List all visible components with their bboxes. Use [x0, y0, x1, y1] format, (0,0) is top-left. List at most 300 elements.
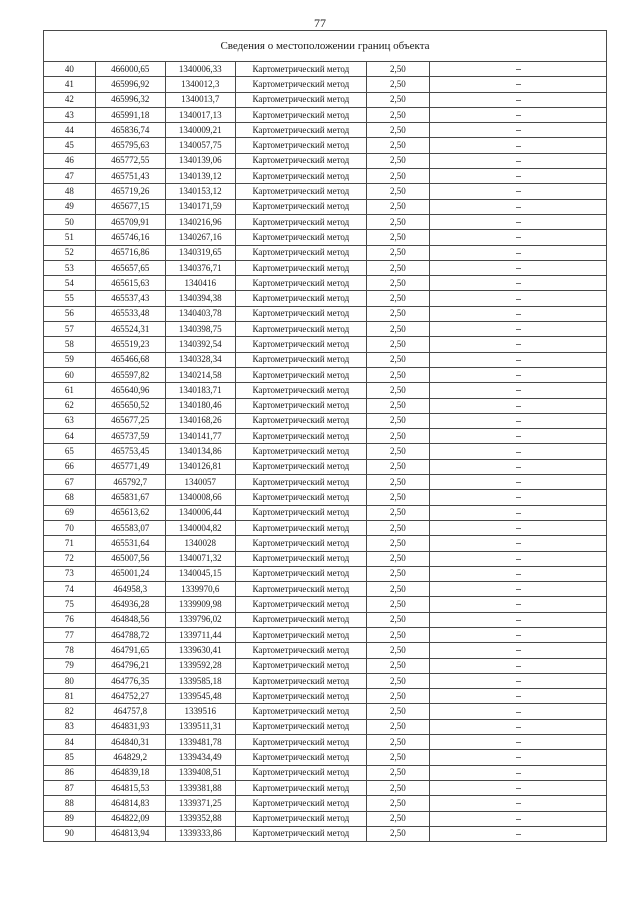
y-coordinate-cell: 1340139,06	[165, 153, 235, 168]
y-coordinate-cell: 1339630,41	[165, 643, 235, 658]
point-number-cell: 43	[44, 107, 96, 122]
table-row	[44, 689, 607, 704]
method-cell: Картометрический метод	[235, 612, 366, 627]
blank-dash	[516, 742, 521, 743]
accuracy-cell: 2,50	[366, 398, 429, 413]
accuracy-cell: 2,50	[366, 704, 429, 719]
method-cell: Картометрический метод	[235, 62, 366, 77]
empty-description-cell	[430, 536, 607, 551]
blank-dash	[516, 803, 521, 804]
accuracy-cell: 2,50	[366, 62, 429, 77]
blank-dash	[516, 176, 521, 177]
y-coordinate-cell: 1340398,75	[165, 322, 235, 337]
point-number-cell: 46	[44, 153, 96, 168]
blank-dash	[516, 543, 521, 544]
y-coordinate-cell: 1339511,31	[165, 719, 235, 734]
method-cell: Картометрический метод	[235, 322, 366, 337]
blank-dash	[516, 115, 521, 116]
y-coordinate-cell: 1340153,12	[165, 184, 235, 199]
empty-description-cell	[430, 214, 607, 229]
method-cell: Картометрический метод	[235, 490, 366, 505]
empty-description-cell	[430, 429, 607, 444]
x-coordinate-cell: 464936,28	[95, 597, 165, 612]
method-cell: Картометрический метод	[235, 826, 366, 841]
table-row	[44, 398, 607, 413]
empty-description-cell	[430, 230, 607, 245]
table-row	[44, 826, 607, 841]
table-row	[44, 796, 607, 811]
x-coordinate-cell: 465007,56	[95, 551, 165, 566]
x-coordinate-cell: 465746,16	[95, 230, 165, 245]
page-number: 77	[314, 16, 326, 30]
point-number-cell: 52	[44, 245, 96, 260]
table-row	[44, 735, 607, 750]
method-cell: Картометрический метод	[235, 383, 366, 398]
x-coordinate-cell: 466000,65	[95, 62, 165, 77]
point-number-cell: 61	[44, 383, 96, 398]
accuracy-cell: 2,50	[366, 352, 429, 367]
blank-dash	[516, 253, 521, 254]
accuracy-cell: 2,50	[366, 536, 429, 551]
x-coordinate-cell: 465650,52	[95, 398, 165, 413]
point-number-cell: 75	[44, 597, 96, 612]
empty-description-cell	[430, 398, 607, 413]
point-number-cell: 69	[44, 505, 96, 520]
method-cell: Картометрический метод	[235, 153, 366, 168]
blank-dash	[516, 574, 521, 575]
point-number-cell: 89	[44, 811, 96, 826]
accuracy-cell: 2,50	[366, 184, 429, 199]
x-coordinate-cell: 465677,25	[95, 413, 165, 428]
accuracy-cell: 2,50	[366, 138, 429, 153]
table-row	[44, 780, 607, 795]
empty-description-cell	[430, 138, 607, 153]
empty-description-cell	[430, 735, 607, 750]
table-row	[44, 322, 607, 337]
method-cell: Картометрический метод	[235, 291, 366, 306]
method-cell: Картометрический метод	[235, 138, 366, 153]
y-coordinate-cell: 1340267,16	[165, 230, 235, 245]
blank-dash	[516, 819, 521, 820]
point-number-cell: 71	[44, 536, 96, 551]
blank-dash	[516, 712, 521, 713]
empty-description-cell	[430, 719, 607, 734]
y-coordinate-cell: 1339381,88	[165, 780, 235, 795]
y-coordinate-cell: 1339585,18	[165, 673, 235, 688]
point-number-cell: 64	[44, 429, 96, 444]
method-cell: Картометрический метод	[235, 123, 366, 138]
table-row	[44, 551, 607, 566]
y-coordinate-cell: 1340134,86	[165, 444, 235, 459]
y-coordinate-cell: 1339711,44	[165, 627, 235, 642]
blank-dash	[516, 604, 521, 605]
x-coordinate-cell: 465533,48	[95, 306, 165, 321]
method-cell: Картометрический метод	[235, 673, 366, 688]
method-cell: Картометрический метод	[235, 643, 366, 658]
accuracy-cell: 2,50	[366, 612, 429, 627]
x-coordinate-cell: 465716,86	[95, 245, 165, 260]
accuracy-cell: 2,50	[366, 658, 429, 673]
method-cell: Картометрический метод	[235, 398, 366, 413]
accuracy-cell: 2,50	[366, 811, 429, 826]
point-number-cell: 62	[44, 398, 96, 413]
x-coordinate-cell: 464788,72	[95, 627, 165, 642]
empty-description-cell	[430, 123, 607, 138]
point-number-cell: 48	[44, 184, 96, 199]
y-coordinate-cell: 1339516	[165, 704, 235, 719]
x-coordinate-cell: 465831,67	[95, 490, 165, 505]
y-coordinate-cell: 1339434,49	[165, 750, 235, 765]
x-coordinate-cell: 465771,49	[95, 459, 165, 474]
accuracy-cell: 2,50	[366, 475, 429, 490]
x-coordinate-cell: 465466,68	[95, 352, 165, 367]
accuracy-cell: 2,50	[366, 107, 429, 122]
blank-dash	[516, 329, 521, 330]
method-cell: Картометрический метод	[235, 475, 366, 490]
method-cell: Картометрический метод	[235, 536, 366, 551]
point-number-cell: 78	[44, 643, 96, 658]
accuracy-cell: 2,50	[366, 77, 429, 92]
y-coordinate-cell: 1340008,66	[165, 490, 235, 505]
empty-description-cell	[430, 490, 607, 505]
table-row	[44, 765, 607, 780]
point-number-cell: 66	[44, 459, 96, 474]
blank-dash	[516, 130, 521, 131]
method-cell: Картометрический метод	[235, 597, 366, 612]
point-number-cell: 65	[44, 444, 96, 459]
table-row	[44, 612, 607, 627]
point-number-cell: 83	[44, 719, 96, 734]
empty-description-cell	[430, 643, 607, 658]
accuracy-cell: 2,50	[366, 169, 429, 184]
y-coordinate-cell: 1340012,3	[165, 77, 235, 92]
y-coordinate-cell: 1340328,34	[165, 352, 235, 367]
blank-dash	[516, 773, 521, 774]
accuracy-cell: 2,50	[366, 291, 429, 306]
accuracy-cell: 2,50	[366, 444, 429, 459]
x-coordinate-cell: 465996,92	[95, 77, 165, 92]
point-number-cell: 49	[44, 199, 96, 214]
method-cell: Картометрический метод	[235, 520, 366, 535]
accuracy-cell: 2,50	[366, 826, 429, 841]
table-row	[44, 520, 607, 535]
method-cell: Картометрический метод	[235, 429, 366, 444]
x-coordinate-cell: 465531,64	[95, 536, 165, 551]
blank-dash	[516, 620, 521, 621]
empty-description-cell	[430, 153, 607, 168]
y-coordinate-cell: 1340141,77	[165, 429, 235, 444]
y-coordinate-cell: 1340004,82	[165, 520, 235, 535]
point-number-cell: 58	[44, 337, 96, 352]
table-row	[44, 138, 607, 153]
blank-dash	[516, 191, 521, 192]
y-coordinate-cell: 1339371,25	[165, 796, 235, 811]
y-coordinate-cell: 1340045,15	[165, 566, 235, 581]
table-row	[44, 245, 607, 260]
blank-dash	[516, 834, 521, 835]
empty-description-cell	[430, 260, 607, 275]
blank-dash	[516, 406, 521, 407]
table-row	[44, 673, 607, 688]
table-body	[44, 62, 607, 842]
method-cell: Картометрический метод	[235, 169, 366, 184]
point-number-cell: 90	[44, 826, 96, 841]
accuracy-cell: 2,50	[366, 429, 429, 444]
accuracy-cell: 2,50	[366, 719, 429, 734]
table-row	[44, 429, 607, 444]
x-coordinate-cell: 465991,18	[95, 107, 165, 122]
x-coordinate-cell: 465753,45	[95, 444, 165, 459]
blank-dash	[516, 161, 521, 162]
method-cell: Картометрический метод	[235, 337, 366, 352]
blank-dash	[516, 84, 521, 85]
blank-dash	[516, 666, 521, 667]
table-row	[44, 704, 607, 719]
table-row	[44, 505, 607, 520]
blank-dash	[516, 283, 521, 284]
empty-description-cell	[430, 413, 607, 428]
y-coordinate-cell: 1340319,65	[165, 245, 235, 260]
point-number-cell: 50	[44, 214, 96, 229]
accuracy-cell: 2,50	[366, 459, 429, 474]
empty-description-cell	[430, 475, 607, 490]
point-number-cell: 63	[44, 413, 96, 428]
table-row	[44, 169, 607, 184]
accuracy-cell: 2,50	[366, 123, 429, 138]
method-cell: Картометрический метод	[235, 689, 366, 704]
table-row	[44, 230, 607, 245]
table-row	[44, 658, 607, 673]
x-coordinate-cell: 465719,26	[95, 184, 165, 199]
point-number-cell: 55	[44, 291, 96, 306]
blank-dash	[516, 482, 521, 483]
accuracy-cell: 2,50	[366, 796, 429, 811]
point-number-cell: 82	[44, 704, 96, 719]
table-row	[44, 276, 607, 291]
x-coordinate-cell: 464958,3	[95, 582, 165, 597]
empty-description-cell	[430, 245, 607, 260]
x-coordinate-cell: 464752,27	[95, 689, 165, 704]
blank-dash	[516, 100, 521, 101]
point-number-cell: 57	[44, 322, 96, 337]
x-coordinate-cell: 465615,63	[95, 276, 165, 291]
method-cell: Картометрический метод	[235, 352, 366, 367]
accuracy-cell: 2,50	[366, 230, 429, 245]
accuracy-cell: 2,50	[366, 306, 429, 321]
table-row	[44, 184, 607, 199]
x-coordinate-cell: 465583,07	[95, 520, 165, 535]
method-cell: Картометрический метод	[235, 245, 366, 260]
method-cell: Картометрический метод	[235, 582, 366, 597]
point-number-cell: 45	[44, 138, 96, 153]
empty-description-cell	[430, 627, 607, 642]
empty-description-cell	[430, 383, 607, 398]
empty-description-cell	[430, 459, 607, 474]
point-number-cell: 73	[44, 566, 96, 581]
method-cell: Картометрический метод	[235, 276, 366, 291]
method-cell: Картометрический метод	[235, 230, 366, 245]
blank-dash	[516, 635, 521, 636]
table-row	[44, 199, 607, 214]
x-coordinate-cell: 465996,32	[95, 92, 165, 107]
accuracy-cell: 2,50	[366, 765, 429, 780]
method-cell: Картометрический метод	[235, 77, 366, 92]
point-number-cell: 40	[44, 62, 96, 77]
point-number-cell: 87	[44, 780, 96, 795]
accuracy-cell: 2,50	[366, 153, 429, 168]
accuracy-cell: 2,50	[366, 245, 429, 260]
blank-dash	[516, 681, 521, 682]
accuracy-cell: 2,50	[366, 214, 429, 229]
y-coordinate-cell: 1339352,88	[165, 811, 235, 826]
method-cell: Картометрический метод	[235, 551, 366, 566]
accuracy-cell: 2,50	[366, 627, 429, 642]
empty-description-cell	[430, 337, 607, 352]
table-row	[44, 444, 607, 459]
blank-dash	[516, 421, 521, 422]
point-number-cell: 60	[44, 367, 96, 382]
table-row	[44, 383, 607, 398]
x-coordinate-cell: 465537,43	[95, 291, 165, 306]
blank-dash	[516, 360, 521, 361]
accuracy-cell: 2,50	[366, 566, 429, 581]
table-row	[44, 77, 607, 92]
y-coordinate-cell: 1340017,13	[165, 107, 235, 122]
empty-description-cell	[430, 505, 607, 520]
point-number-cell: 74	[44, 582, 96, 597]
blank-dash	[516, 268, 521, 269]
accuracy-cell: 2,50	[366, 750, 429, 765]
accuracy-cell: 2,50	[366, 505, 429, 520]
method-cell: Картометрический метод	[235, 719, 366, 734]
method-cell: Картометрический метод	[235, 627, 366, 642]
y-coordinate-cell: 1340168,26	[165, 413, 235, 428]
table-row	[44, 153, 607, 168]
point-number-cell: 44	[44, 123, 96, 138]
accuracy-cell: 2,50	[366, 92, 429, 107]
y-coordinate-cell: 1339408,51	[165, 765, 235, 780]
blank-dash	[516, 513, 521, 514]
table-row	[44, 260, 607, 275]
x-coordinate-cell: 464796,21	[95, 658, 165, 673]
table-row	[44, 413, 607, 428]
point-number-cell: 88	[44, 796, 96, 811]
point-number-cell: 76	[44, 612, 96, 627]
y-coordinate-cell: 1340126,81	[165, 459, 235, 474]
empty-description-cell	[430, 750, 607, 765]
y-coordinate-cell: 1340028	[165, 536, 235, 551]
accuracy-cell: 2,50	[366, 260, 429, 275]
point-number-cell: 80	[44, 673, 96, 688]
table-row	[44, 536, 607, 551]
point-number-cell: 59	[44, 352, 96, 367]
empty-description-cell	[430, 658, 607, 673]
y-coordinate-cell: 1340057,75	[165, 138, 235, 153]
accuracy-cell: 2,50	[366, 520, 429, 535]
blank-dash	[516, 69, 521, 70]
blank-dash	[516, 788, 521, 789]
blank-dash	[516, 559, 521, 560]
x-coordinate-cell: 465640,96	[95, 383, 165, 398]
table-row	[44, 627, 607, 642]
method-cell: Картометрический метод	[235, 735, 366, 750]
point-number-cell: 77	[44, 627, 96, 642]
table-row	[44, 597, 607, 612]
accuracy-cell: 2,50	[366, 735, 429, 750]
y-coordinate-cell: 1340009,21	[165, 123, 235, 138]
empty-description-cell	[430, 169, 607, 184]
method-cell: Картометрический метод	[235, 260, 366, 275]
empty-description-cell	[430, 597, 607, 612]
accuracy-cell: 2,50	[366, 643, 429, 658]
x-coordinate-cell: 464829,2	[95, 750, 165, 765]
method-cell: Картометрический метод	[235, 184, 366, 199]
y-coordinate-cell: 1340376,71	[165, 260, 235, 275]
method-cell: Картометрический метод	[235, 765, 366, 780]
method-cell: Картометрический метод	[235, 413, 366, 428]
blank-dash	[516, 222, 521, 223]
point-number-cell: 53	[44, 260, 96, 275]
y-coordinate-cell: 1340006,44	[165, 505, 235, 520]
x-coordinate-cell: 465677,15	[95, 199, 165, 214]
point-number-cell: 42	[44, 92, 96, 107]
accuracy-cell: 2,50	[366, 780, 429, 795]
point-number-cell: 67	[44, 475, 96, 490]
x-coordinate-cell: 464840,31	[95, 735, 165, 750]
point-number-cell: 56	[44, 306, 96, 321]
y-coordinate-cell: 1340139,12	[165, 169, 235, 184]
x-coordinate-cell: 465795,63	[95, 138, 165, 153]
empty-description-cell	[430, 352, 607, 367]
method-cell: Картометрический метод	[235, 505, 366, 520]
x-coordinate-cell: 464815,53	[95, 780, 165, 795]
x-coordinate-cell: 465613,62	[95, 505, 165, 520]
empty-description-cell	[430, 689, 607, 704]
accuracy-cell: 2,50	[366, 551, 429, 566]
empty-description-cell	[430, 291, 607, 306]
x-coordinate-cell: 464839,18	[95, 765, 165, 780]
blank-dash	[516, 299, 521, 300]
empty-description-cell	[430, 184, 607, 199]
point-number-cell: 70	[44, 520, 96, 535]
x-coordinate-cell: 465597,82	[95, 367, 165, 382]
x-coordinate-cell: 465519,23	[95, 337, 165, 352]
x-coordinate-cell: 465737,59	[95, 429, 165, 444]
x-coordinate-cell: 464814,83	[95, 796, 165, 811]
method-cell: Картометрический метод	[235, 444, 366, 459]
x-coordinate-cell: 465001,24	[95, 566, 165, 581]
point-number-cell: 68	[44, 490, 96, 505]
blank-dash	[516, 727, 521, 728]
table-row	[44, 92, 607, 107]
x-coordinate-cell: 464813,94	[95, 826, 165, 841]
x-coordinate-cell: 465524,31	[95, 322, 165, 337]
accuracy-cell: 2,50	[366, 383, 429, 398]
empty-description-cell	[430, 62, 607, 77]
point-number-cell: 47	[44, 169, 96, 184]
blank-dash	[516, 146, 521, 147]
table-title: Сведения о местоположении границ объекта	[44, 31, 607, 62]
blank-dash	[516, 650, 521, 651]
y-coordinate-cell: 1340416	[165, 276, 235, 291]
empty-description-cell	[430, 551, 607, 566]
x-coordinate-cell: 464848,56	[95, 612, 165, 627]
method-cell: Картометрический метод	[235, 92, 366, 107]
boundary-coordinates-table	[43, 30, 607, 842]
table-row	[44, 582, 607, 597]
accuracy-cell: 2,50	[366, 689, 429, 704]
empty-description-cell	[430, 826, 607, 841]
